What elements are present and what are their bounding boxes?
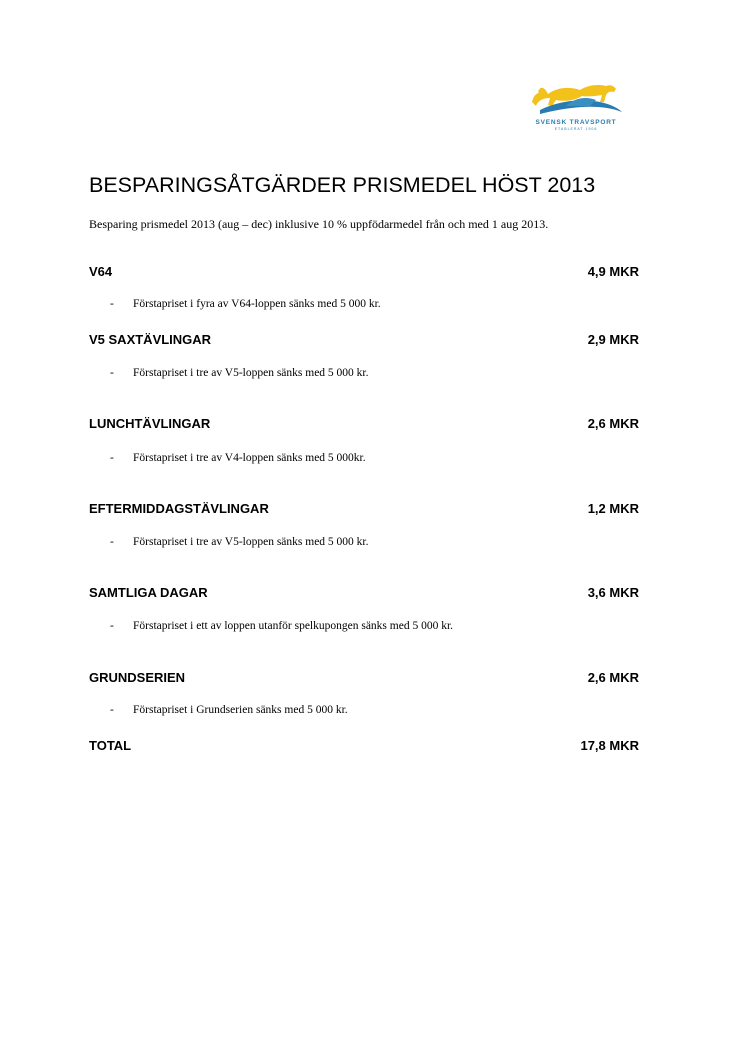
intro-text: Besparing prismedel 2013 (aug – dec) inklusive 10 % uppfödarmedel från och med 1 aug 2013. [89, 217, 549, 231]
section-amount: 3,6 MKR [587, 585, 639, 600]
section-amount: 2,9 MKR [587, 332, 639, 347]
section-heading-samtliga-dagar [89, 585, 639, 601]
section-note-eftermiddagstavlingar [110, 536, 369, 548]
section-note-v64 [110, 298, 381, 310]
logo-tagline: ETABLERAT 1906 [554, 127, 598, 131]
note-text: Förstapriset i ett av loppen utanför spelkupongen sänks med 5 000 kr. [133, 620, 454, 632]
logo-wordmark: SVENSK TRAVSPORT [535, 119, 617, 126]
note-text: Förstapriset i tre av V5-loppen sänks med 5 000 kr. [133, 367, 369, 379]
section-note-v5-saxtavlingar [110, 367, 369, 379]
bullet-dash: - [110, 704, 114, 716]
section-amount: 2,6 MKR [587, 416, 639, 431]
total-amount: 17,8 MKR [580, 738, 639, 753]
page-title: BESPARINGSÅTGÄRDER PRISMEDEL HÖST 2013 [89, 173, 596, 197]
section-amount: 2,6 MKR [587, 670, 639, 685]
section-label: V5 SAXTÄVLINGAR [89, 332, 212, 347]
note-text: Förstapriset i tre av V5-loppen sänks med 5 000 kr. [133, 536, 369, 548]
bullet-dash: - [110, 367, 114, 379]
section-heading-grundserien [89, 670, 639, 686]
bullet-dash: - [110, 620, 114, 632]
section-heading-v64 [89, 264, 639, 280]
section-heading-lunchtavlingar [89, 416, 639, 432]
bullet-dash: - [110, 298, 114, 310]
total-label: TOTAL [89, 738, 132, 753]
section-label: SAMTLIGA DAGAR [89, 585, 208, 600]
svensk-travsport-logo [526, 80, 626, 130]
note-text: Förstapriset i tre av V4-loppen sänks med 5 000kr. [133, 452, 366, 464]
section-label: LUNCHTÄVLINGAR [89, 416, 211, 431]
note-text: Förstapriset i fyra av V64-loppen sänks med 5 000 kr. [133, 298, 381, 310]
trotting-horse-icon [526, 80, 626, 120]
section-label: V64 [89, 264, 113, 279]
total-row [89, 738, 639, 754]
section-amount: 1,2 MKR [587, 501, 639, 516]
section-note-grundserien [110, 704, 348, 716]
bullet-dash: - [110, 536, 114, 548]
section-label: EFTERMIDDAGSTÄVLINGAR [89, 501, 269, 516]
section-heading-eftermiddagstavlingar [89, 501, 639, 517]
section-heading-v5-saxtavlingar [89, 332, 639, 348]
bullet-dash: - [110, 452, 114, 464]
section-note-samtliga-dagar [110, 620, 453, 632]
section-amount: 4,9 MKR [587, 264, 639, 279]
section-note-lunchtavlingar [110, 452, 366, 464]
note-text: Förstapriset i Grundserien sänks med 5 000 kr. [133, 704, 348, 716]
section-label: GRUNDSERIEN [89, 670, 186, 685]
